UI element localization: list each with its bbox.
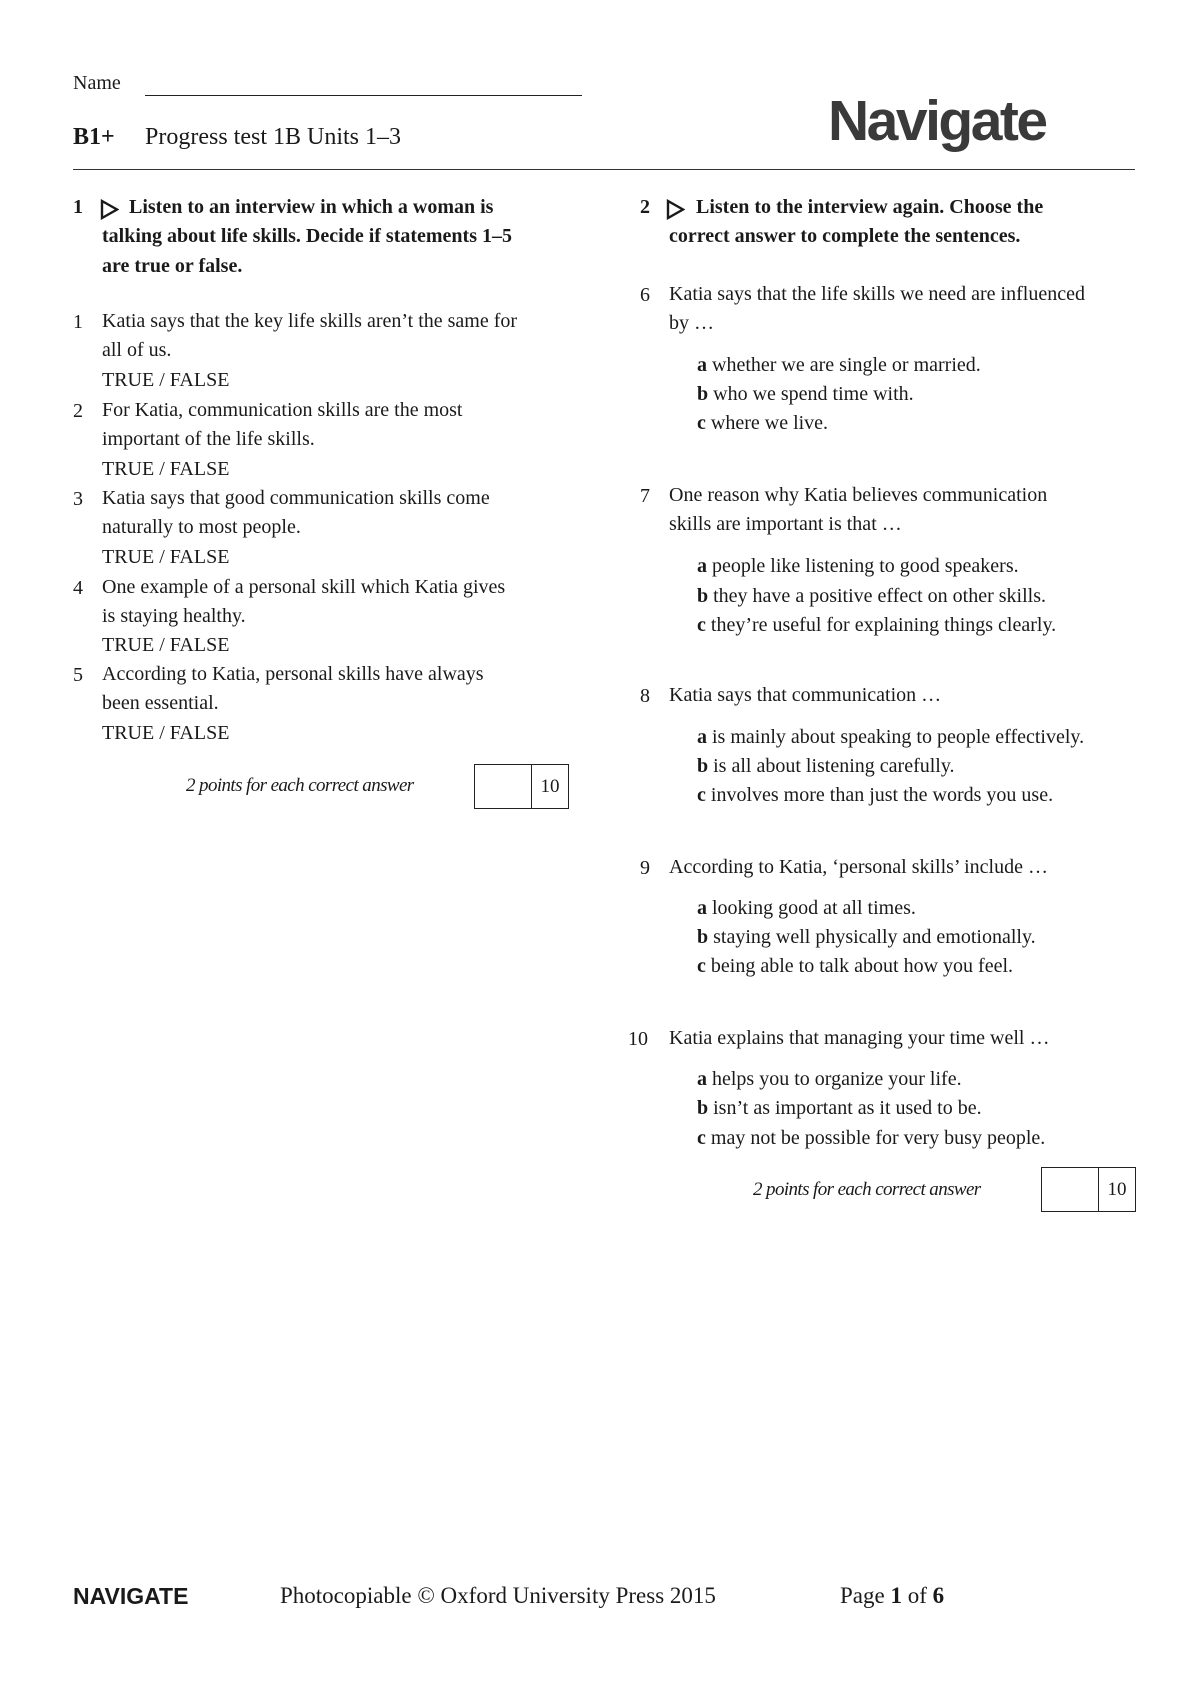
answer-option[interactable]: a helps you to organize your life. xyxy=(697,1068,962,1090)
answer-option[interactable]: a is mainly about speaking to people effectively. xyxy=(697,726,1085,748)
answer-option[interactable]: a looking good at all times. xyxy=(697,897,916,919)
play-triangle-icon xyxy=(100,199,119,220)
question-number: 5 xyxy=(73,664,83,686)
question-number: 6 xyxy=(640,284,650,306)
true-false-choice[interactable]: TRUE / FALSE xyxy=(102,634,230,656)
score-total: 10 xyxy=(540,775,560,797)
score-entry-field[interactable] xyxy=(1042,1168,1099,1211)
question-text: all of us. xyxy=(102,339,172,361)
question-number: 4 xyxy=(73,577,83,599)
exercise-1-instruction: Listen to an interview in which a woman is xyxy=(129,196,494,218)
name-label: Name xyxy=(73,72,121,94)
answer-option[interactable]: c being able to talk about how you feel. xyxy=(697,955,1014,977)
question-text: Katia says that good communication skills come xyxy=(102,487,490,509)
question-number: 10 xyxy=(628,1028,648,1050)
answer-option[interactable]: c they’re useful for explaining things clearly. xyxy=(697,614,1057,636)
answer-option[interactable]: b isn’t as important as it used to be. xyxy=(697,1097,982,1119)
question-text: According to Katia, personal skills have always xyxy=(102,663,484,685)
answer-option[interactable]: b is all about listening carefully. xyxy=(697,755,955,777)
play-triangle-icon xyxy=(666,199,685,220)
answer-option[interactable]: a whether we are single or married. xyxy=(697,354,981,376)
score-total: 10 xyxy=(1107,1178,1127,1200)
footer-brand: NAVIGATE xyxy=(73,1583,189,1609)
footer-copyright: Photocopiable © Oxford University Press 2015 xyxy=(280,1583,716,1608)
question-text: been essential. xyxy=(102,692,219,714)
level-label: B1+ xyxy=(73,124,115,150)
question-text: According to Katia, ‘personal skills’ include … xyxy=(669,856,1048,878)
score-box xyxy=(1041,1167,1136,1212)
header-divider xyxy=(73,169,1135,170)
question-text: Katia says that communication … xyxy=(669,684,942,706)
question-text: For Katia, communication skills are the most xyxy=(102,399,463,421)
answer-option[interactable]: b they have a positive effect on other skills. xyxy=(697,585,1046,607)
name-field[interactable] xyxy=(145,95,582,96)
page-title: Progress test 1B Units 1–3 xyxy=(145,124,402,150)
question-text: by … xyxy=(669,312,714,334)
question-text: Katia says that the life skills we need are influenced xyxy=(669,283,1085,305)
question-number: 9 xyxy=(640,857,650,879)
score-entry-field[interactable] xyxy=(475,765,532,808)
exercise-2-instruction: Listen to the interview again. Choose the xyxy=(696,196,1044,218)
page-number: Page 1 of 6 xyxy=(840,1583,945,1608)
exercise-2-number: 2 xyxy=(640,196,650,218)
question-number: 8 xyxy=(640,685,650,707)
question-text: Katia explains that managing your time well … xyxy=(669,1027,1050,1049)
answer-option[interactable]: c involves more than just the words you use. xyxy=(697,784,1054,806)
true-false-choice[interactable]: TRUE / FALSE xyxy=(102,369,230,391)
true-false-choice[interactable]: TRUE / FALSE xyxy=(102,722,230,744)
answer-option[interactable]: c where we live. xyxy=(697,412,829,434)
question-number: 7 xyxy=(640,485,650,507)
score-note: 2 points for each correct answer xyxy=(753,1179,981,1200)
answer-option[interactable]: a people like listening to good speakers. xyxy=(697,555,1019,577)
question-text: Katia says that the key life skills aren’t the same for xyxy=(102,310,518,332)
question-text: One reason why Katia believes communication xyxy=(669,484,1048,506)
answer-option[interactable]: b staying well physically and emotionally. xyxy=(697,926,1036,948)
score-box xyxy=(474,764,569,809)
answer-option[interactable]: c may not be possible for very busy people. xyxy=(697,1127,1046,1149)
navigate-logo: Navigate xyxy=(828,89,1046,153)
question-text: naturally to most people. xyxy=(102,516,301,538)
answer-option[interactable]: b who we spend time with. xyxy=(697,383,914,405)
exercise-1-number: 1 xyxy=(73,196,83,218)
score-note: 2 points for each correct answer xyxy=(186,775,414,796)
question-number: 3 xyxy=(73,488,83,510)
question-text: is staying healthy. xyxy=(102,605,246,627)
question-number: 2 xyxy=(73,400,83,422)
question-text: One example of a personal skill which Katia gives xyxy=(102,576,506,598)
exercise-2-instruction: correct answer to complete the sentences. xyxy=(669,225,1021,247)
exercise-1-instruction: are true or false. xyxy=(102,255,243,277)
question-text: skills are important is that … xyxy=(669,513,902,535)
question-text: important of the life skills. xyxy=(102,428,315,450)
true-false-choice[interactable]: TRUE / FALSE xyxy=(102,458,230,480)
exercise-1-instruction: talking about life skills. Decide if statements 1–5 xyxy=(102,225,512,247)
true-false-choice[interactable]: TRUE / FALSE xyxy=(102,546,230,568)
question-number: 1 xyxy=(73,311,83,333)
